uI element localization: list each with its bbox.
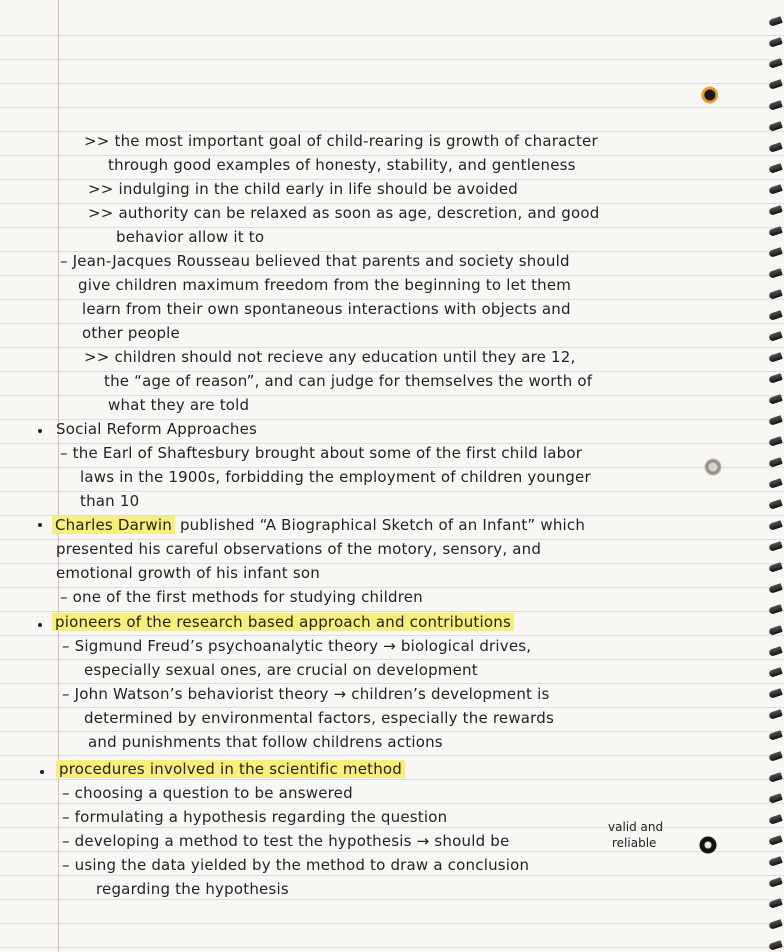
highlighted-name: Charles Darwin <box>52 516 175 534</box>
spiral-ring <box>768 310 783 321</box>
spiral-ring <box>768 205 783 216</box>
spiral-ring <box>768 79 783 90</box>
spiral-ring <box>768 58 783 69</box>
spiral-ring <box>768 688 783 699</box>
spiral-ring <box>768 289 783 300</box>
spiral-ring <box>768 541 783 552</box>
note-line: and punishments that follow childrens actions <box>88 733 443 751</box>
binder-hole <box>700 86 718 104</box>
note-line: laws in the 1900s, forbidding the employment of children younger <box>80 468 591 486</box>
note-line: >> indulging in the child early in life should be avoided <box>88 180 518 198</box>
note-line: emotional growth of his infant son <box>56 564 320 582</box>
note-line: what they are told <box>108 396 250 414</box>
spiral-ring <box>768 121 783 132</box>
side-note: valid and <box>608 820 664 834</box>
side-note: reliable <box>612 836 657 850</box>
bullet-point <box>38 523 42 527</box>
bullet-point <box>38 623 42 627</box>
note-line: – the Earl of Shaftesbury brought about some of the first child labor <box>60 444 583 462</box>
spiral-ring <box>768 583 783 594</box>
note-line: presented his careful observations of the motory, sensory, and <box>56 540 542 558</box>
spiral-ring <box>768 835 783 846</box>
spiral-ring <box>768 562 783 573</box>
section-heading <box>52 613 514 631</box>
note-line: the “age of reason”, and can judge for themselves the worth of <box>104 372 593 390</box>
spiral-ring <box>768 226 783 237</box>
spiral-ring <box>768 436 783 447</box>
spiral-ring <box>768 163 783 174</box>
spiral-ring <box>768 898 783 909</box>
note-line: – developing a method to test the hypothesis → should be <box>62 832 510 850</box>
spiral-ring <box>768 457 783 468</box>
spiral-ring <box>768 940 783 951</box>
section-heading: Social Reform Approaches <box>56 420 258 438</box>
spiral-ring <box>768 856 783 867</box>
spiral-ring <box>768 814 783 825</box>
spiral-ring <box>768 604 783 615</box>
section-heading <box>56 760 405 778</box>
spiral-ring <box>768 499 783 510</box>
spiral-ring <box>768 772 783 783</box>
spiral-ring <box>768 751 783 762</box>
note-line <box>52 516 585 534</box>
spiral-ring <box>768 37 783 48</box>
note-line: >> children should not recieve any education until they are 12, <box>84 348 576 366</box>
spiral-binding <box>760 0 784 952</box>
note-line: behavior allow it to <box>116 228 265 246</box>
spiral-ring <box>768 373 783 384</box>
spiral-ring <box>768 478 783 489</box>
note-line: >> the most important goal of child-rearing is growth of character <box>84 132 598 150</box>
spiral-ring <box>768 646 783 657</box>
spiral-ring <box>768 100 783 111</box>
note-line: – Jean-Jacques Rousseau believed that parents and society should <box>60 252 570 270</box>
spiral-ring <box>768 667 783 678</box>
spiral-ring <box>768 919 783 930</box>
note-text: published “A Biographical Sketch of an Infant” which <box>174 516 586 534</box>
note-line: determined by environmental factors, especially the rewards <box>84 709 555 727</box>
spiral-ring <box>768 730 783 741</box>
note-line: – one of the first methods for studying children <box>60 588 423 606</box>
spiral-ring <box>768 247 783 258</box>
note-line: – choosing a question to be answered <box>62 784 353 802</box>
binder-hole <box>699 836 717 854</box>
note-line: regarding the hypothesis <box>96 880 289 898</box>
binder-hole <box>704 458 722 476</box>
highlighted-heading: pioneers of the research based approach and contributions <box>52 613 514 631</box>
spiral-ring <box>768 394 783 405</box>
note-line: than 10 <box>80 492 140 510</box>
margin-line <box>58 0 59 952</box>
highlighted-heading: procedures involved in the scientific method <box>56 760 405 778</box>
bullet-point <box>40 770 44 774</box>
spiral-ring <box>768 520 783 531</box>
note-line: – Sigmund Freud’s psychoanalytic theory → biological drives, <box>62 637 532 655</box>
spiral-ring <box>768 415 783 426</box>
spiral-ring <box>768 352 783 363</box>
note-line: – John Watson’s behaviorist theory → children’s development is <box>62 685 550 703</box>
note-line: through good examples of honesty, stability, and gentleness <box>108 156 576 174</box>
spiral-ring <box>768 709 783 720</box>
bullet-point <box>38 429 42 433</box>
spiral-ring <box>768 184 783 195</box>
spiral-ring <box>768 331 783 342</box>
note-line: give children maximum freedom from the beginning to let them <box>78 276 572 294</box>
spiral-ring <box>768 625 783 636</box>
spiral-ring <box>768 268 783 279</box>
note-line: >> authority can be relaxed as soon as age, descretion, and good <box>88 204 600 222</box>
spiral-ring <box>768 877 783 888</box>
note-line: learn from their own spontaneous interactions with objects and <box>82 300 571 318</box>
spiral-ring <box>768 793 783 804</box>
spiral-ring <box>768 142 783 153</box>
note-line: – formulating a hypothesis regarding the question <box>62 808 448 826</box>
note-line: – using the data yielded by the method to draw a conclusion <box>62 856 530 874</box>
note-line: other people <box>82 324 180 342</box>
note-line: especially sexual ones, are crucial on development <box>84 661 478 679</box>
spiral-ring <box>768 16 783 27</box>
